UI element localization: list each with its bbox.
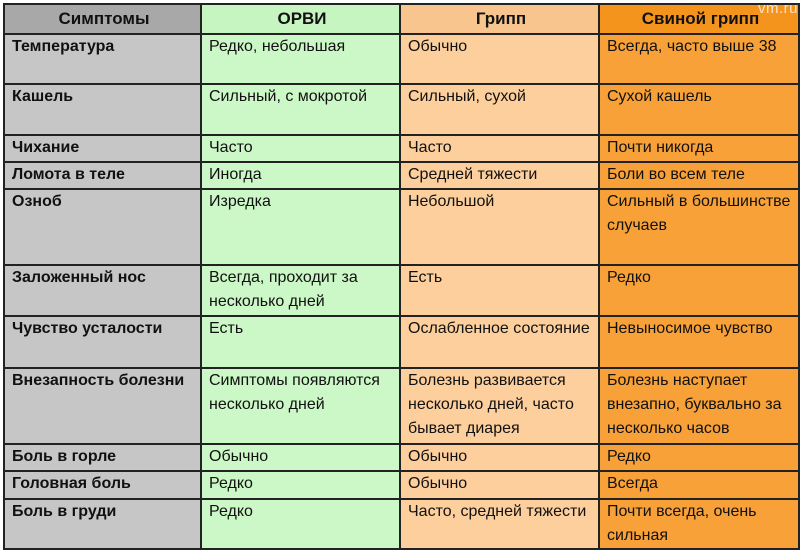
swine-flu-cell: Сильный в большинстве случаев [599, 189, 799, 265]
table-row [4, 34, 799, 84]
orvi-cell: Обычно [201, 444, 400, 471]
header-symptoms: Симптомы [4, 4, 201, 34]
table-row [4, 265, 799, 316]
symptom-cell: Боль в горле [4, 444, 201, 471]
table-row [4, 444, 799, 471]
symptom-cell: Ломота в теле [4, 162, 201, 189]
swine-flu-cell: Сухой кашель [599, 84, 799, 134]
orvi-cell: Симптомы появляются несколько дней [201, 368, 400, 445]
swine-flu-cell: Всегда [599, 471, 799, 498]
flu-cell: Есть [400, 265, 599, 316]
swine-flu-cell: Всегда, часто выше 38 [599, 34, 799, 84]
header-flu: Грипп [400, 4, 599, 34]
orvi-cell: Редко [201, 499, 400, 549]
orvi-cell: Редко [201, 471, 400, 498]
orvi-cell: Изредка [201, 189, 400, 265]
swine-flu-cell: Почти всегда, очень сильная [599, 499, 799, 549]
header-row [4, 4, 799, 34]
table-row [4, 162, 799, 189]
symptom-cell: Чихание [4, 135, 201, 162]
orvi-cell: Редко, небольшая [201, 34, 400, 84]
flu-cell: Средней тяжести [400, 162, 599, 189]
symptom-cell: Внезапность болезни [4, 368, 201, 445]
swine-flu-cell: Редко [599, 265, 799, 316]
table-row [4, 189, 799, 265]
symptom-cell: Головная боль [4, 471, 201, 498]
flu-cell: Часто [400, 135, 599, 162]
comparison-table [3, 3, 800, 550]
swine-flu-cell: Боли во всем теле [599, 162, 799, 189]
swine-flu-cell: Болезнь наступает внезапно, буквально за несколько часов [599, 368, 799, 445]
table-body [4, 34, 799, 549]
symptom-cell: Температура [4, 34, 201, 84]
flu-cell: Сильный, сухой [400, 84, 599, 134]
flu-cell: Небольшой [400, 189, 599, 265]
table-row [4, 499, 799, 549]
table-row [4, 368, 799, 445]
watermark: vm.ru [758, 0, 798, 17]
symptom-cell: Кашель [4, 84, 201, 134]
orvi-cell: Иногда [201, 162, 400, 189]
flu-cell: Обычно [400, 34, 599, 84]
flu-cell: Часто, средней тяжести [400, 499, 599, 549]
swine-flu-cell: Почти никогда [599, 135, 799, 162]
orvi-cell: Есть [201, 316, 400, 367]
header-orvi: ОРВИ [201, 4, 400, 34]
flu-cell: Ослабленное состояние [400, 316, 599, 367]
swine-flu-cell: Невыносимое чувство [599, 316, 799, 367]
table-row [4, 84, 799, 134]
symptom-cell: Боль в груди [4, 499, 201, 549]
symptom-cell: Озноб [4, 189, 201, 265]
flu-cell: Обычно [400, 444, 599, 471]
symptom-cell: Чувство усталости [4, 316, 201, 367]
orvi-cell: Сильный, с мокротой [201, 84, 400, 134]
orvi-cell: Часто [201, 135, 400, 162]
header-swine-flu: Свиной грипп [599, 4, 799, 34]
table-row [4, 316, 799, 367]
table-row [4, 135, 799, 162]
table-row [4, 471, 799, 498]
symptom-cell: Заложенный нос [4, 265, 201, 316]
table-header [4, 4, 799, 34]
swine-flu-cell: Редко [599, 444, 799, 471]
flu-cell: Болезнь развивается несколько дней, часто бывает диарея [400, 368, 599, 445]
flu-cell: Обычно [400, 471, 599, 498]
orvi-cell: Всегда, проходит за несколько дней [201, 265, 400, 316]
